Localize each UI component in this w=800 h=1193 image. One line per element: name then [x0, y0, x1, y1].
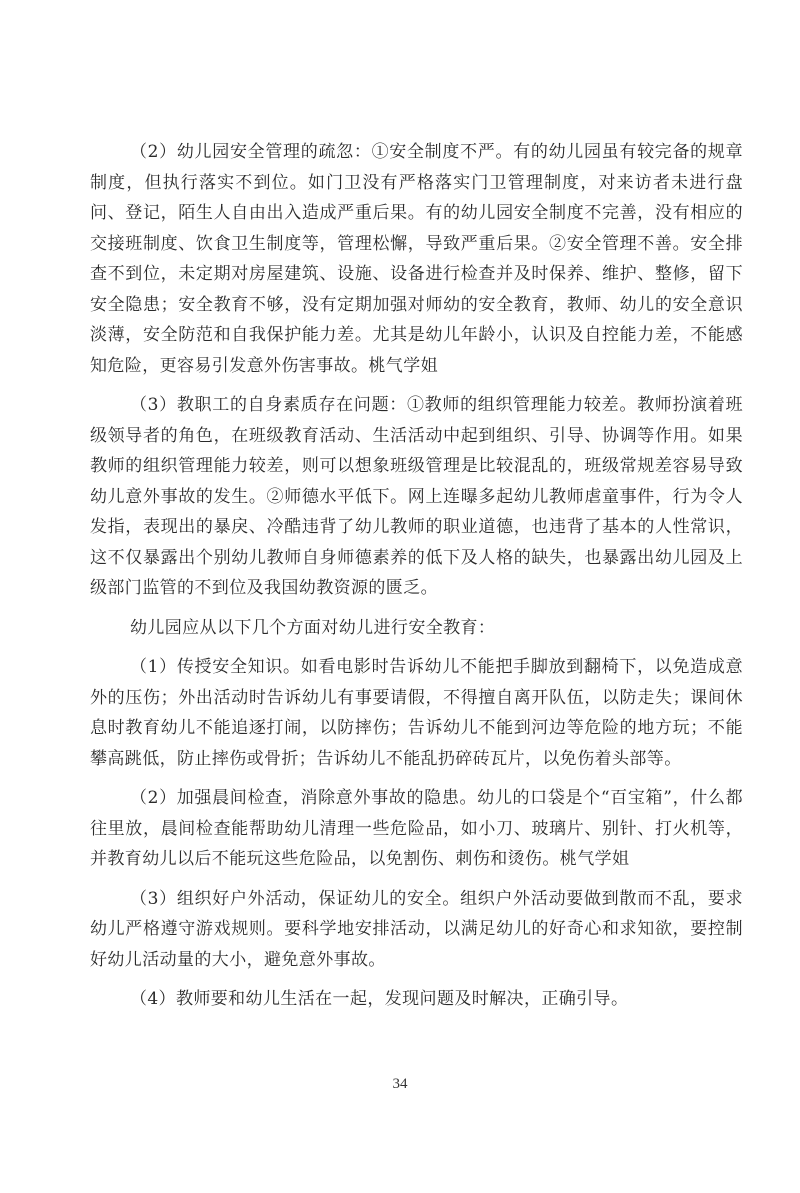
paragraph-staff-quality-issues: （3）教职工的自身素质存在问题：①教师的组织管理能力较差。教师扮演着班级领导者的角色，在班级教育活动、生活活动中起到组织、引导、协调等作用。如果教师的组织管理能力较差，则可以想象班级管理是比较混乱的，班级常规差容易导致幼儿意外事故的发生。②师德水平低下。网上连曝多起幼儿教师虐童事件，行为令人发指，表现出的暴戾、冷酷违背了幼儿教师的职业道德，也违背了基本的人性常识，这不仅暴露出个别幼儿教师自身师德素养的低下及人格的缺失，也暴露出幼儿园及上级部门监管的不到位及我国幼教资源的匮乏。 [90, 395, 743, 598]
paragraph-morning-inspection: （2）加强晨间检查，消除意外事故的隐患。幼儿的口袋是个“百宝箱”，什么都往里放，晨间检查能帮助幼儿清理一些危险品，如小刀、玻璃片、别针、打火机等，并教育幼儿以后不能玩这些危险品，以免割伤、刺伤和烫伤。桃气学姐 [90, 788, 743, 869]
page-number: 34 [392, 1076, 408, 1092]
paragraph-teacher-guidance: （4）教师要和幼儿生活在一起，发现问题及时解决，正确引导。 [129, 989, 629, 1009]
paragraph-teach-safety-knowledge: （1）传授安全知识。如看电影时告诉幼儿不能把手脚放到翻椅下，以免造成意外的压伤；外出活动时告诉幼儿有事要请假，不得擅自离开队伍，以防走失；课间休息时教育幼儿不能追逐打闹，以防摔伤；告诉幼儿不能到河边等危险的地方玩；不能攀高跳低，防止摔伤或骨折；告诉幼儿不能乱扔碎砖瓦片，以免伤着头部等。 [90, 657, 743, 769]
paragraph-outdoor-activities: （3）组织好户外活动，保证幼儿的安全。组织户外活动要做到散而不乱，要求幼儿严格遵守游戏规则。要科学地安排活动，以满足幼儿的好奇心和求知欲，要控制好幼儿活动量的大小，避免意外事故。 [90, 888, 743, 970]
paragraph-safety-education-intro: 幼儿园应从以下几个方面对幼儿进行安全教育： [129, 617, 496, 638]
body-text [90, 137, 743, 1024]
paragraph-safety-management-negligence: （2）幼儿园安全管理的疏忽：①安全制度不严。有的幼儿园虽有较完备的规章制度，但执行落实不到位。如门卫没有严格落实门卫管理制度，对来访者未进行盘问、登记，陌生人自由出入造成严重后果。有的幼儿园安全制度不完善，没有相应的交接班制度、饮食卫生制度等，管理松懈，导致严重后果。②安全管理不善。安全排查不到位，未定期对房屋建筑、设施、设备进行检查并及时保养、维护、整修，留下安全隐患；安全教育不够，没有定期加强对师幼的安全教育，教师、幼儿的安全意识淡薄，安全防范和自我保护能力差。尤其是幼儿年龄小，认识及自控能力差，不能感知危险，更容易引发意外伤害事故。桃气学姐 [90, 142, 743, 376]
